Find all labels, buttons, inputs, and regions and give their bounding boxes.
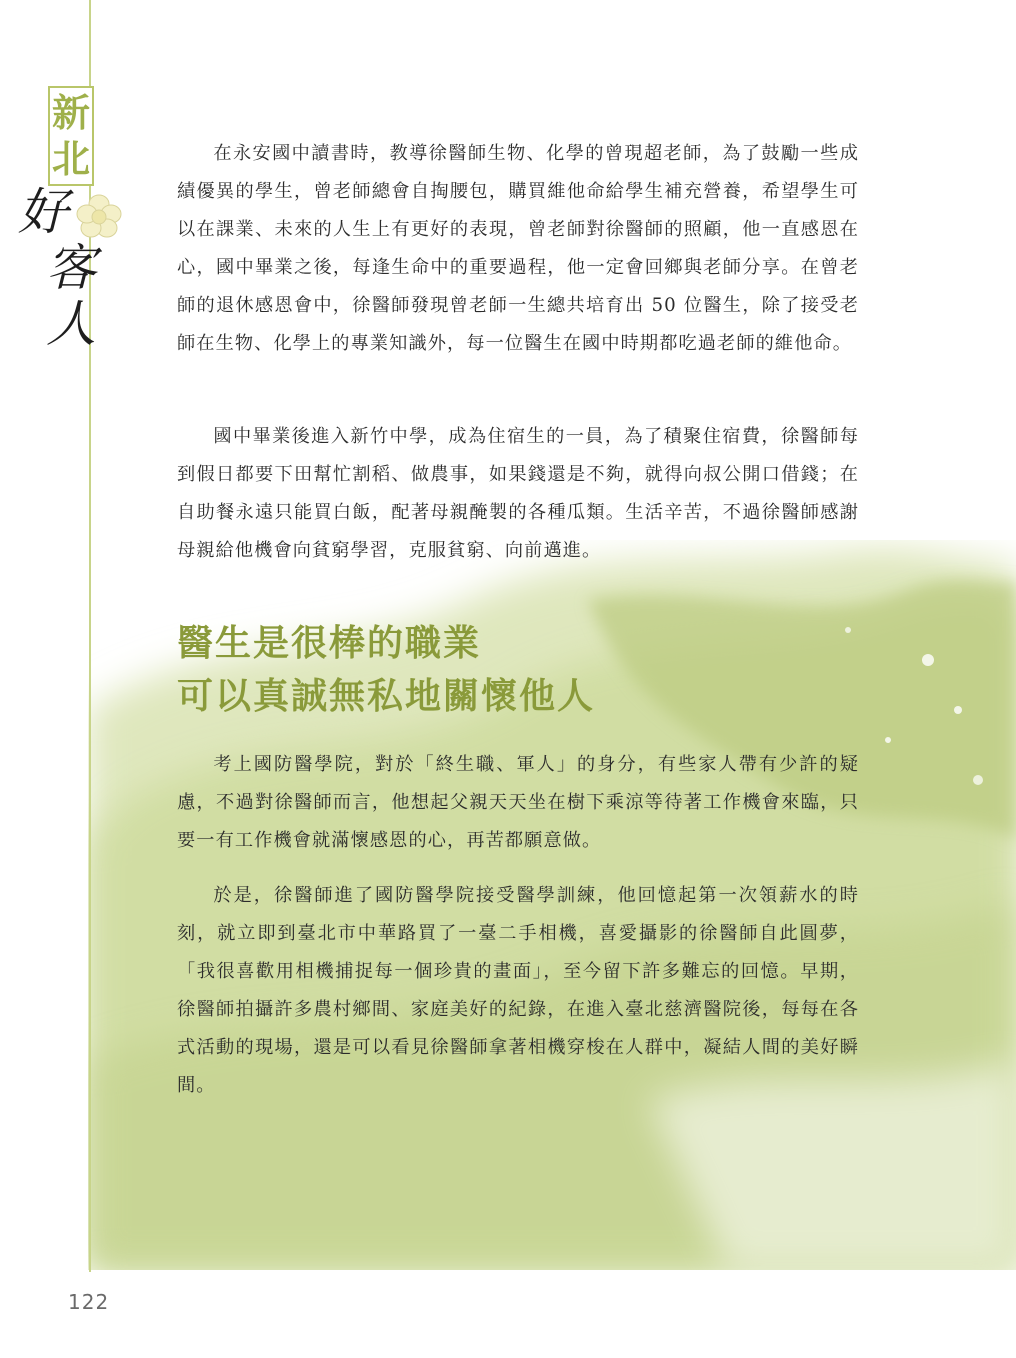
logo-char-bei: 北 bbox=[51, 136, 90, 181]
paragraph-teacher-vitamins: 在永安國中讀書時，教導徐醫師生物、化學的曾現超老師，為了鼓勵一些成績優異的學生，曾老師總會自掏腰包，購買維他命給學生補充營養，希望學生可以在課業、未來的人生上有更好的表現，曾老師對徐醫師的照顧，他一直感恩在心，國中畢業之後，每逢生命中的重要過程，他一定會回鄉與老師分享。在曾老師的退休感恩會中，徐醫師發現曾老師一生總共培育出 50 位醫生，除了接受老師在生物、化學上的專業知識外，每一位醫生在國中時期都吃過老師的維他命。 bbox=[177, 143, 859, 354]
page-number: 122 bbox=[68, 1290, 110, 1314]
camellia-flower-icon bbox=[74, 192, 124, 242]
section-heading-line2: 可以真誠無私地關懷他人 bbox=[177, 675, 596, 717]
logo-script-hao: 好 bbox=[18, 183, 68, 241]
paragraph-hsinchu-high-school: 國中畢業後進入新竹中學，成為住宿生的一員，為了積聚住宿費，徐醫師每到假日都要下田幫忙割稻、做農事，如果錢還是不夠，就得向叔公開口借錢；在自助餐永遠只能買白飯，配著母親醃製的各種瓜類。生活辛苦，不過徐醫師感謝母親給他機會向貧窮學習，克服貧窮、向前邁進。 bbox=[177, 426, 859, 561]
publication-logo bbox=[18, 80, 113, 353]
logo-char-xin: 新 bbox=[51, 90, 90, 135]
paragraph-photography: 於是，徐醫師進了國防醫學院接受醫學訓練，他回憶起第一次領薪水的時刻，就立即到臺北市中華路買了一臺二手相機，喜愛攝影的徐醫師自此圓夢，「我很喜歡用相機捕捉每一個珍貴的畫面」，至今留下許多難忘的回憶。早期，徐醫師拍攝許多農村鄉間、家庭美好的紀錄，在進入臺北慈濟醫院後，每每在各式活動的現場，還是可以看見徐醫師拿著相機穿梭在人群中，凝結人間的美好瞬間。 bbox=[177, 885, 859, 1096]
paragraph-medical-school: 考上國防醫學院，對於「終生職、軍人」的身分，有些家人帶有少許的疑慮，不過對徐醫師而言，他想起父親天天坐在樹下乘涼等待著工作機會來臨，只要一有工作機會就滿懷感恩的心，再苦都願意做。 bbox=[177, 754, 859, 851]
section-heading-line1: 醫生是很棒的職業 bbox=[177, 622, 482, 664]
logo-script-keren: 客人 bbox=[46, 239, 96, 353]
